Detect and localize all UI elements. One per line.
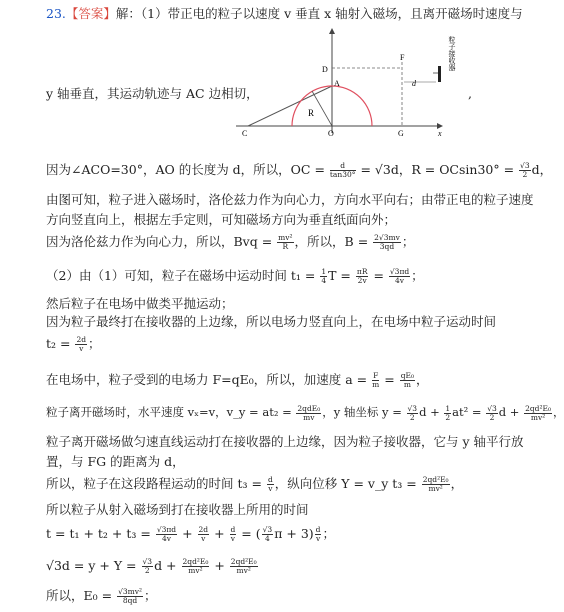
answer-line-6 [46,234,414,251]
text-l7b: T = [328,268,355,283]
frac-oc [330,162,356,179]
frac-quarter-den: 4 [321,276,327,285]
text-l11: 在电场中，粒子受到的电场力 F=qE₀，所以，加速度 a = [46,372,372,387]
text-l15c: ， [450,476,464,491]
label-C: C [242,129,248,138]
text-l12d: at² = [452,405,486,419]
frac-t3-c [315,526,322,543]
text-l15b: ，纵向位移 Y = v_y t₃ = [274,476,421,491]
frac-t1-den: 4v [395,276,405,285]
answer-line-3 [46,162,552,179]
frac-y2-den: mv² [530,412,546,422]
comma: , [468,86,472,101]
answer-line-2 [46,86,259,102]
frac-t2-b-den: v [201,534,206,543]
frac-t3 [267,476,274,493]
text-l3c: d， [531,162,553,177]
frac-t3-b [230,526,237,543]
frac-t1-b [156,526,177,543]
answer-line-12 [46,404,564,422]
text-l1: 解：（1）带正电的粒子以速度 v 垂直 x 轴射入磁场，且离开磁场时速度与 [115,6,523,21]
text-l17: t = t₁ + t₂ + t₃ = [46,526,155,541]
frac-b-den: 3qd [379,242,395,251]
answer-line-1 [46,6,523,22]
text-l11b: = [380,372,399,387]
frac-s32-b-den: 2 [489,412,495,422]
text-l6c: ； [401,234,415,249]
answer-line-9 [46,314,496,330]
text-l12: 粒子离开磁场时，水平速度 vₓ=v，v_y = at₂ = [46,405,296,419]
ca-line [248,86,332,126]
text-l5: 方向竖直向上，根据左手定则，可知磁场方向为垂直纸面向外； [46,212,397,227]
frac-r-den: 2 [522,170,528,179]
answer-line-15 [46,476,463,493]
text-l14: 置，与 FG 的距离为 d， [46,454,185,469]
answer-line-4 [46,192,534,208]
text-l9: 因为粒子最终打在接收器的上边缘，所以电场力竖直向上，在电场中粒子运动时间 [46,314,497,329]
answer-line-14 [46,454,185,470]
frac-b [373,234,401,251]
frac-y2-b-den: mv² [188,566,203,575]
text-l17c: + [210,526,229,541]
frac-r-num: √3 [520,161,530,170]
text-l12c: d + [419,405,444,419]
frac-quarter-num: 1 [321,267,327,276]
frac-t3-den: v [268,484,273,493]
frac-s32-a-num: √3 [407,403,418,413]
text-l12b: ，y 轴坐标 y = [322,405,406,419]
text-l18b: d + [154,558,181,573]
frac-t1-b-num: √3πd [156,525,177,534]
text-l10b: ； [88,336,101,351]
frac-Y-b-num: 2qd²E₀ [230,557,257,566]
text-l6: 因为洛伦兹力作为向心力，所以，Bvq = [46,234,277,249]
frac-Y [422,476,450,493]
frac-t2-den: v [79,344,84,353]
frac-qe-den: m [403,380,411,389]
answer-line-17 [46,526,335,543]
text-l12e: d + [498,405,524,419]
frac-mv2r-den: R [282,242,289,251]
frac-t2 [75,336,87,353]
y-axis-arrow [329,28,335,34]
label-G: G [398,129,404,138]
text-l3b: = √3d，R = OCsin30° = [356,162,519,177]
question-number: 23. [46,6,66,21]
answer-line-13 [46,434,524,450]
answer-line-19 [46,588,156,605]
text-l19b: ； [143,588,157,603]
frac-mv2r-num: mv² [278,233,293,242]
frac-s34-num: √3 [262,525,273,534]
frac-fm [372,372,379,389]
answer-line-7 [46,268,424,285]
frac-y2 [524,405,552,422]
frac-y2-b-num: 2qd²E₀ [182,557,209,566]
frac-y2-num: 2qd²E₀ [525,403,551,413]
frac-t1-num: √3πd [389,267,410,276]
text-l7d: ； [411,268,424,283]
label-A: A [334,79,340,88]
frac-Y-b-den: mv² [236,566,251,575]
text-l19: 所以，E₀ = [46,588,117,603]
frac-half [444,405,451,422]
text-l4: 由图可知，粒子进入磁场时，洛伦兹力作为向心力，方向水平向右；由带正电的粒子速度 [46,192,534,207]
frac-b-num: 2√3mv [374,233,400,242]
frac-qe-num: qE₀ [400,371,415,380]
text-l18: √3d = y + Y = [46,558,141,573]
text-l15: 所以，粒子在这段路程运动的时间 t₃ = [46,476,266,491]
frac-t2-num: 2d [76,335,87,344]
frac-y2-b [182,558,210,575]
text-l10: t₂ = [46,336,75,351]
answer-line-11 [46,372,429,389]
frac-oc-den: tan30° [329,170,356,179]
frac-s32-c-num: √3 [142,557,153,566]
frac-fm-num: F [373,371,379,380]
text-l3: 因为∠ACO=30°，AO 的长度为 d，所以，OC = [46,162,329,177]
text-l2: y 轴垂直，其运动轨迹与 AC 边相切， [46,86,259,101]
label-x: x [438,129,442,138]
frac-qe [400,372,415,389]
label-O: O [328,129,334,138]
frac-Y-b [230,558,258,575]
label-D: D [322,65,328,74]
frac-E0-den: 8qd [122,596,138,605]
label-F: F [400,53,405,62]
frac-t1-b-den: 4v [161,534,171,543]
receiver-plate [438,66,441,82]
frac-t3-b-den: v [230,534,236,543]
answer-line-5 [46,212,396,228]
receiver-label: 粒子接收器 [448,36,456,71]
frac-pir-den: 2v [357,276,367,285]
frac-pir-num: πR [356,267,368,276]
frac-t2-b-num: 2d [198,525,209,534]
answer-line-10 [46,336,101,353]
frac-vy-den: mv [303,412,315,422]
frac-s32-c-den: 2 [144,566,150,575]
text-l13: 粒子离开磁场做匀速直线运动打在接收器的上边缘，因为粒子接收器，它与 y 轴平行放 [46,434,524,449]
label-d: d [412,79,416,88]
text-l17b: + [178,526,197,541]
text-l8: 然后粒子在电场中做类平抛运动； [46,296,234,311]
frac-E0 [117,588,143,605]
text-l6b: ，所以，B = [294,234,373,249]
frac-E0-num: √3mv² [118,587,142,596]
frac-t3-b-num: d [230,525,236,534]
text-l7c: = [369,268,388,283]
frac-s32-a-den: 2 [409,412,415,422]
frac-vy [296,405,321,422]
frac-s32-a [407,405,419,422]
answer-line-16 [46,502,309,518]
frac-vy-num: 2qdE₀ [297,403,321,413]
radius-line [312,91,332,126]
text-l16: 所以粒子从射入磁场到打在接收器上所用的时间 [46,502,309,517]
frac-t3-c-num: d [315,525,321,534]
frac-t3-c-den: v [315,534,321,543]
answer-line-18 [46,558,259,575]
label-R: R [308,108,315,118]
frac-pir [356,268,369,285]
frac-s32-c [142,558,154,575]
geometry-figure [230,28,460,140]
frac-mv2r [277,234,293,251]
frac-fm-den: m [372,380,380,389]
answer-tag: 【答案】 [65,6,116,21]
frac-Y-den: mv² [428,484,443,493]
frac-quarter [320,268,327,285]
text-l17d: = ( [237,526,261,541]
frac-t2-b [198,526,210,543]
frac-half-num: 1 [445,403,451,413]
frac-t1 [389,268,410,285]
frac-t3-num: d [267,475,273,484]
text-l7: （2）由（1）可知，粒子在磁场中运动时间 t₁ = [46,268,320,283]
frac-s34-den: 4 [265,534,270,543]
frac-half-den: 2 [445,412,451,422]
frac-s32-b [486,405,498,422]
frac-oc-num: d [330,162,356,171]
text-l18c: + [210,558,229,573]
frac-s32-b-num: √3 [487,403,497,413]
text-l17e: π + 3) [274,526,314,541]
frac-Y-num: 2qd²E₀ [422,475,449,484]
trailing-comma [468,86,472,102]
frac-r [519,162,531,179]
answer-line-8 [46,296,234,312]
frac-s34 [262,526,274,543]
text-l11c: ， [416,372,429,387]
text-l17f: ； [322,526,335,541]
text-l12f: ， [552,405,564,419]
